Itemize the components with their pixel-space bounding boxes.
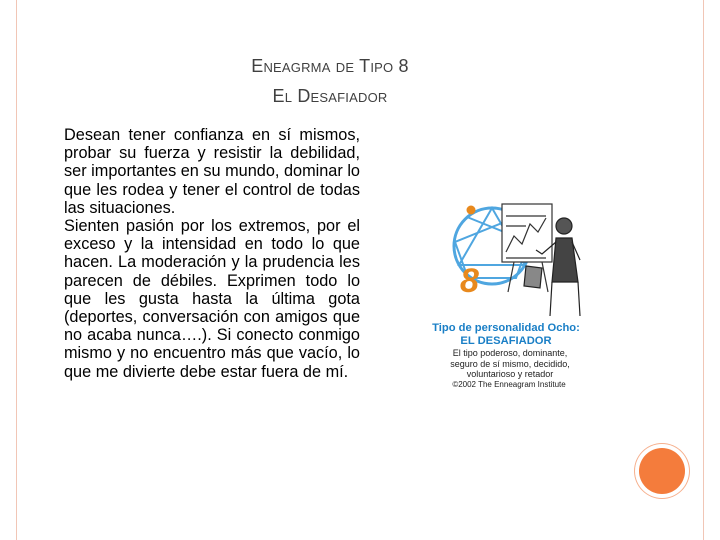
paragraph-1: Desean tener confianza en sí mismos, probar su fuerza y resistir la debilidad, ser importantes en su mundo, dominar lo que les rodea y tener el control de todas las situaciones. bbox=[64, 126, 360, 217]
caption-title-line2: EL DESAFIADOR bbox=[460, 335, 552, 347]
illustration-copyright: ©2002 The Enneagram Institute bbox=[452, 380, 566, 389]
slide-body bbox=[64, 126, 360, 381]
decorative-circle bbox=[639, 448, 685, 494]
paragraph-2: Sienten pasión por los extremos, por el exceso y la intensidad en todo lo que hacen. La moderación y la prudencia les parecen de débiles. Exprimen todo lo que les gusta hasta la última gota (deportes, conversación con amigos que no acaba nunca….). Si conecto conmigo mismo y no encuentro más que vacío, lo que me divierte debe estar fuera de mí. bbox=[64, 217, 360, 381]
illustration-caption-text: El tipo poderoso, dominante, seguro de sí mismo, decidido, voluntarioso y retador bbox=[450, 348, 570, 379]
illustration-caption-title bbox=[432, 322, 580, 348]
enneagram-point-icon bbox=[467, 206, 476, 215]
type-number: 8 bbox=[460, 262, 479, 300]
slide-subtitle: El Desafiador bbox=[272, 86, 388, 106]
slide-title: Eneagrma de Tipo 8 bbox=[251, 56, 409, 76]
caption-title-line1: Tipo de personalidad Ocho: bbox=[432, 322, 580, 334]
